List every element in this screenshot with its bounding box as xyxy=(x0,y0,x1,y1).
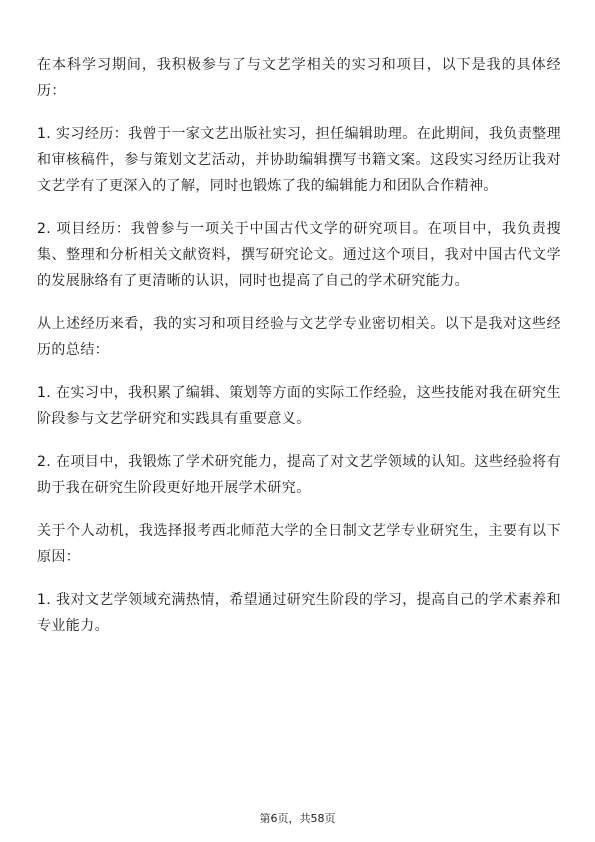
paragraph-project: 2. 项目经历：我曾参与一项关于中国古代文学的研究项目。在项目中，我负责搜集、整理和分析相关文献资料，撰写研究论文。通过这个项目，我对中国古代文学的发展脉络有了更清晰的认识，同时也提高了自己的学术研究能力。 xyxy=(37,221,561,289)
paragraph-summary-intro: 从上述经历来看，我的实习和项目经验与文艺学专业密切相关。以下是我对这些经历的总结： xyxy=(37,316,561,358)
paragraph-motivation-intro: 关于个人动机，我选择报考西北师范大学的全日制文艺学专业研究生，主要有以下原因： xyxy=(37,523,561,565)
document-body xyxy=(37,52,561,656)
paragraph-motivation-1: 1. 我对文艺学领域充满热情，希望通过研究生阶段的学习，提高自己的学术素养和专业能力。 xyxy=(37,592,561,634)
page-number: 第6页，共58页 xyxy=(259,812,336,825)
paragraph-internship: 1. 实习经历：我曾于一家文艺出版社实习，担任编辑助理。在此期间，我负责整理和审核稿件，参与策划文艺活动，并协助编辑撰写书籍文案。这段实习经历让我对文艺学有了更深入的了解，同时也锻炼了我的编辑能力和团队合作精神。 xyxy=(37,126,561,194)
paragraph-intro: 在本科学习期间，我积极参与了与文艺学相关的实习和项目，以下是我的具体经历： xyxy=(37,57,561,99)
paragraph-summary-project: 2. 在项目中，我锻炼了学术研究能力，提高了对文艺学领域的认知。这些经验将有助于我在研究生阶段更好地开展学术研究。 xyxy=(37,454,561,496)
paragraph-summary-internship: 1. 在实习中，我积累了编辑、策划等方面的实际工作经验，这些技能对我在研究生阶段参与文艺学研究和实践具有重要意义。 xyxy=(37,385,561,427)
